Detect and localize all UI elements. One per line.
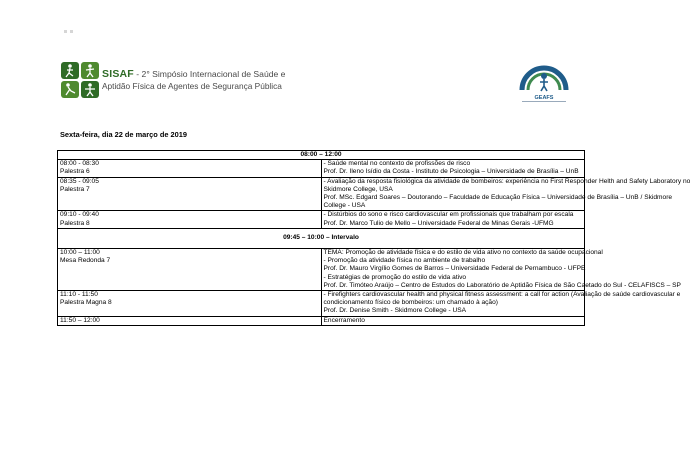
time-cell — [58, 211, 322, 228]
geafs-logo-icon — [510, 60, 580, 104]
speaker: Prof. Dr. Marco Tulio de Mello – Universidade Federal de Minas Gerais -UFMG — [323, 219, 554, 227]
session-type: Palestra 7 — [60, 185, 90, 193]
time-cell — [58, 177, 322, 211]
talk-topic-continued: condicionamento físico de bombeiros: um chamado à ação) — [323, 299, 498, 307]
time-range: 08:00 - 08:30 — [60, 160, 99, 168]
talk-topic: - Saúde mental no contexto de profissões de risco — [323, 160, 471, 168]
brand-line-1-text: - 2° Simpósio Internacional de Saúde e — [133, 69, 286, 79]
content-cell — [321, 249, 681, 291]
speaker: Prof. MSc. Edgard Soares – Doutorando – Faculdade de Educação Física – Universidade de Brasília – UnB / Skidmore — [323, 194, 673, 202]
time-range: 11:10 - 11:50 — [60, 291, 98, 299]
section-row — [58, 228, 585, 248]
time-range: 09:10 - 09:40 — [60, 211, 99, 219]
speaker-continued: College - USA — [323, 202, 366, 210]
table-row — [58, 316, 585, 325]
brand-acronym: SISAF — [102, 68, 134, 80]
time-range: 11:50 – 12:00 — [60, 316, 100, 324]
time-cell — [58, 291, 322, 317]
brand-line-1 — [102, 69, 332, 80]
speaker: Prof. Dr. Ileno Isídio da Costa - Instituto de Psicologia – Universidade de Brasília – UnB — [323, 168, 579, 176]
session-type: Palestra Magna 8 — [60, 299, 112, 307]
sisaf-logo-icon — [60, 60, 102, 100]
event-brand — [102, 69, 332, 92]
talk-topic: - Avaliação da resposta fisiológica da atividade de bombeiros: experiência no First Responder Helth and Safety Laboratory no — [323, 177, 690, 185]
table-row — [58, 211, 585, 228]
talk-topic-continued: Skidmore College, USA — [323, 185, 393, 193]
time-cell — [58, 249, 322, 291]
partner-logo-text: GEAFS — [534, 95, 554, 101]
section-header-morning: 08:00 – 12:00 — [58, 151, 585, 160]
table-row — [58, 249, 585, 291]
section-header-interval: 09:45 – 10:00 – Intervalo — [58, 228, 585, 248]
panel-theme: TEMA: Promoção de atividade física e do estilo de vida ativo no contexto da saúde ocupacional — [323, 249, 603, 257]
session-type: Mesa Redonda 7 — [60, 257, 111, 265]
time-range: 08:35 - 09:05 — [60, 177, 99, 185]
corner-mark — [64, 20, 78, 23]
session-type: Palestra 8 — [60, 219, 90, 227]
time-range: 10:00 – 11:00 — [60, 249, 100, 257]
section-row — [58, 151, 585, 160]
table-row — [58, 160, 585, 177]
speaker: Prof. Dr. Mauro Virgílio Gomes de Barros – Universidade Federal de Pernambuco - UFPE — [323, 265, 586, 273]
talk-topic: - Firefighters cardiovascular health and physical fitness assessment: a call for action (Avaliação de saúde cardiovascular e — [323, 291, 681, 299]
time-cell — [58, 316, 322, 325]
content-cell — [321, 177, 690, 211]
speaker: Prof. Dr. Denise Smith - Skidmore College - USA — [323, 307, 467, 315]
page-header — [60, 60, 580, 104]
session-type: Palestra 6 — [60, 168, 90, 176]
closing-label: Encerramento — [323, 316, 365, 324]
talk-topic: - Estratégias de promoção do estilo de vida ativo — [323, 273, 467, 281]
brand-line-2: Aptidão Física de Agentes de Segurança Pública — [102, 81, 282, 91]
talk-topic: - Distúrbios do sono e risco cardiovascular em profissionais que trabalham por escala — [323, 211, 574, 219]
schedule-table — [57, 150, 690, 326]
talk-topic: - Promoção da atividade física no ambiente de trabalho — [323, 257, 486, 265]
time-cell — [58, 160, 322, 177]
table-row — [58, 291, 585, 317]
speaker: Prof. Dr. Timóteo Araújo – Centro de Estudos do Laboratório de Aptidão Física de São Caetado do Sul - CELAFISCS – SP — [323, 281, 681, 289]
content-cell — [321, 316, 585, 325]
day-title: Sexta-feira, dia 22 de março de 2019 — [60, 130, 187, 139]
content-cell — [321, 211, 585, 228]
content-cell — [321, 291, 681, 317]
content-cell — [321, 160, 585, 177]
table-row — [58, 177, 585, 211]
